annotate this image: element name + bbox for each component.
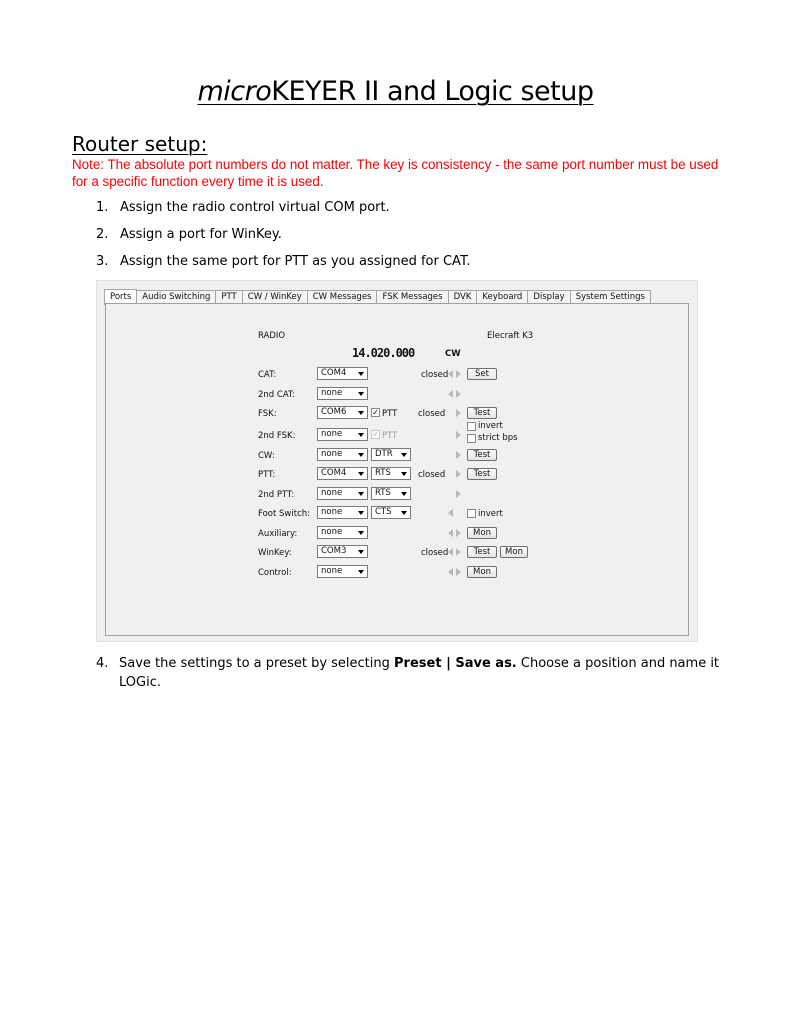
fsk-port-select[interactable]: COM6 xyxy=(317,406,368,419)
control-port-select[interactable]: none xyxy=(317,565,368,578)
step-4-text: Save the settings to a preset by selecting Preset | Save as. Choose a position and name it LOGic. xyxy=(119,656,720,690)
tab-cw-winkey[interactable]: CW / WinKey xyxy=(243,290,308,305)
arrow-right-icon xyxy=(456,548,461,556)
winkey-test-button[interactable]: Test xyxy=(467,546,497,558)
router-ports-screenshot xyxy=(96,280,698,642)
control-mon-button[interactable]: Mon xyxy=(467,566,497,578)
tab-keyboard[interactable]: Keyboard xyxy=(477,290,528,305)
auxiliary-label: Auxiliary: xyxy=(258,529,298,539)
ptt2-port-select[interactable]: none xyxy=(317,487,368,500)
chevron-down-icon xyxy=(358,433,364,437)
ptt-line-select[interactable]: RTS xyxy=(371,467,411,480)
arrow-right-icon xyxy=(456,370,461,378)
chevron-down-icon xyxy=(358,492,364,496)
fsk2-invert-checkbox[interactable] xyxy=(467,422,476,431)
arrow-left-icon xyxy=(448,548,453,556)
winkey-mon-button[interactable]: Mon xyxy=(500,546,528,558)
title-prefix: micro xyxy=(197,76,272,107)
foot-switch-label: Foot Switch: xyxy=(258,509,310,519)
tab-system-settings[interactable]: System Settings xyxy=(571,290,651,305)
step-2: 2. Assign a port for WinKey. xyxy=(96,227,282,242)
ptt2-label: 2nd PTT: xyxy=(258,490,295,500)
chevron-down-icon xyxy=(358,570,364,574)
tab-dvk[interactable]: DVK xyxy=(449,290,478,305)
winkey-port-select[interactable]: COM3 xyxy=(317,545,368,558)
chevron-down-icon xyxy=(401,492,407,496)
preset-save-as-bold: Preset | Save as. xyxy=(394,656,517,671)
radio-model: Elecraft K3 xyxy=(487,331,534,341)
tab-fsk-messages[interactable]: FSK Messages xyxy=(377,290,448,305)
chevron-down-icon xyxy=(358,453,364,457)
ptt-label: PTT: xyxy=(258,470,276,480)
chevron-down-icon xyxy=(401,453,407,457)
tab-ports[interactable]: Ports xyxy=(104,289,137,305)
fsk-status: closed xyxy=(418,409,446,419)
mode-display: CW xyxy=(445,349,461,359)
cat2-label: 2nd CAT: xyxy=(258,390,296,400)
foot-switch-line-select[interactable]: CTS xyxy=(371,506,411,519)
arrow-left-icon xyxy=(448,370,453,378)
fsk2-ptt-label: PTT xyxy=(382,431,398,441)
arrow-right-icon xyxy=(456,568,461,576)
arrow-right-icon xyxy=(456,490,461,498)
arrow-left-icon xyxy=(448,568,453,576)
foot-switch-port-select[interactable]: none xyxy=(317,506,368,519)
section-heading: Router setup: xyxy=(72,132,208,156)
cat-status: closed xyxy=(421,370,449,380)
winkey-label: WinKey: xyxy=(258,548,292,558)
cw-line-select[interactable]: DTR xyxy=(371,448,411,461)
cat2-port-select[interactable]: none xyxy=(317,387,368,400)
cw-port-select[interactable]: none xyxy=(317,448,368,461)
ptt-status: closed xyxy=(418,470,446,480)
fsk2-invert-label: invert xyxy=(478,421,503,431)
radio-label: RADIO xyxy=(258,331,286,341)
fsk2-port-select[interactable]: none xyxy=(317,428,368,441)
chevron-down-icon xyxy=(401,511,407,515)
ptt-port-select[interactable]: COM4 xyxy=(317,467,368,480)
chevron-down-icon xyxy=(358,411,364,415)
chevron-down-icon xyxy=(358,372,364,376)
arrow-right-icon xyxy=(456,390,461,398)
fsk2-strict-bps-checkbox[interactable] xyxy=(467,434,476,443)
cat-label: CAT: xyxy=(258,370,277,380)
step-1: 1. Assign the radio control virtual COM port. xyxy=(96,200,390,215)
arrow-left-icon xyxy=(448,509,453,517)
fsk-label: FSK: xyxy=(258,409,277,419)
tab-audio-switching[interactable]: Audio Switching xyxy=(137,290,216,305)
fsk2-strict-bps-label: strict bps xyxy=(478,433,518,443)
cat-set-button[interactable]: Set xyxy=(467,368,497,380)
ptt2-line-select[interactable]: RTS xyxy=(371,487,411,500)
fsk2-ptt-checkbox[interactable]: ✓ xyxy=(372,430,379,439)
chevron-down-icon xyxy=(401,472,407,476)
ports-panel xyxy=(105,303,689,636)
step-3: 3. Assign the same port for PTT as you assigned for CAT. xyxy=(96,254,471,269)
arrow-left-icon xyxy=(448,390,453,398)
winkey-status: closed xyxy=(421,548,449,558)
foot-switch-invert-label: invert xyxy=(478,509,503,519)
arrow-right-icon xyxy=(456,529,461,537)
chevron-down-icon xyxy=(358,531,364,535)
cw-test-button[interactable]: Test xyxy=(467,449,497,461)
chevron-down-icon xyxy=(358,392,364,396)
fsk-ptt-checkbox[interactable]: ✓ xyxy=(372,408,379,417)
fsk-ptt-label: PTT xyxy=(382,409,398,419)
tab-ptt[interactable]: PTT xyxy=(216,290,242,305)
foot-switch-invert-checkbox[interactable] xyxy=(467,509,476,518)
arrow-right-icon xyxy=(456,451,461,459)
title-rest: KEYER II and Logic setup xyxy=(271,76,594,107)
fsk-test-button[interactable]: Test xyxy=(467,407,497,419)
arrow-right-icon xyxy=(456,470,461,478)
tab-display[interactable]: Display xyxy=(528,290,570,305)
fsk2-label: 2nd FSK: xyxy=(258,431,296,441)
arrow-right-icon xyxy=(456,409,461,417)
note-text: Note: The absolute port numbers do not matter. The key is consistency - the same port number must be used for a specific function every time it is used. xyxy=(72,157,719,189)
chevron-down-icon xyxy=(358,511,364,515)
page-title xyxy=(0,76,791,107)
auxiliary-mon-button[interactable]: Mon xyxy=(467,527,497,539)
tab-cw-messages[interactable]: CW Messages xyxy=(308,290,378,305)
chevron-down-icon xyxy=(358,550,364,554)
cw-label: CW: xyxy=(258,451,275,461)
tab-bar xyxy=(104,289,651,304)
frequency-display: 14.020.000 xyxy=(352,346,415,360)
chevron-down-icon xyxy=(358,472,364,476)
cat-port-select[interactable]: COM4 xyxy=(317,367,368,380)
arrow-right-icon xyxy=(456,431,461,439)
control-label: Control: xyxy=(258,568,292,578)
ptt-test-button[interactable]: Test xyxy=(467,468,497,480)
arrow-left-icon xyxy=(448,529,453,537)
auxiliary-port-select[interactable]: none xyxy=(317,526,368,539)
